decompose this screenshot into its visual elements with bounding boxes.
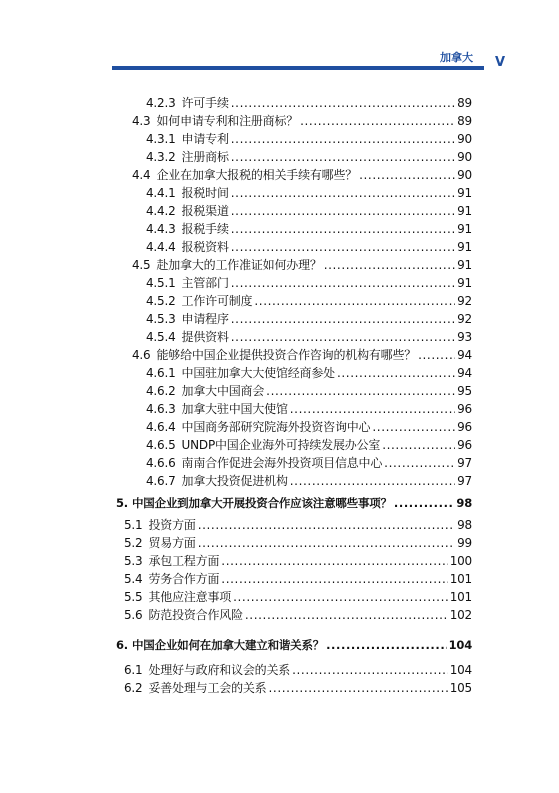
toc-dot-leader	[231, 274, 455, 292]
toc-entry-page: 93	[457, 330, 472, 344]
toc-entry-title: 赴加拿大的工作准证如何办理？	[156, 258, 322, 272]
toc-dot-leader	[394, 494, 455, 512]
toc-entry[interactable]	[124, 516, 472, 534]
toc-entry-title: 能够给中国企业提供投资合作咨询的机构有哪些？	[156, 348, 417, 362]
toc-entry-number: 6.1	[124, 663, 143, 677]
toc-entry-title: 处理好与政府和议会的关系	[148, 663, 291, 677]
toc-entry-title: 企业在加拿大报税的相关手续有哪些？	[156, 168, 358, 182]
toc-dot-leader	[233, 588, 448, 606]
toc-entry-number: 4.6.3	[146, 402, 176, 416]
toc-entry[interactable]	[146, 436, 472, 454]
toc-entry-number: 5.5	[124, 590, 143, 604]
toc-entry-number: 4.4	[132, 168, 151, 182]
toc-entry-page: 90	[457, 168, 472, 182]
toc-entry[interactable]	[146, 328, 472, 346]
toc-entry-page: 97	[457, 456, 472, 470]
toc-dot-leader	[231, 238, 455, 256]
toc-entry-number: 4.6.2	[146, 384, 176, 398]
toc-dot-leader	[254, 292, 455, 310]
toc-entry-title: 承包工程方面	[148, 554, 220, 568]
toc-entry[interactable]	[146, 364, 472, 382]
toc-entry-number: 5.1	[124, 518, 143, 532]
toc-entry-number: 4.5.1	[146, 276, 176, 290]
toc-entry-page: 91	[457, 240, 472, 254]
toc-entry-page: 97	[457, 474, 472, 488]
toc-entry-title: UNDP中国企业海外可持续发展办公室	[181, 438, 381, 452]
toc-entry-page: 101	[449, 572, 472, 586]
toc-dot-leader	[231, 184, 455, 202]
toc-entry[interactable]	[146, 400, 472, 418]
toc-entry-number: 5.	[116, 496, 128, 510]
toc-entry-page: 105	[449, 681, 472, 695]
toc-entry-page: 96	[457, 402, 472, 416]
toc-dot-leader	[221, 552, 447, 570]
toc-dot-leader	[300, 112, 455, 130]
toc-entry-title: 注册商标	[181, 150, 229, 164]
toc-dot-leader	[266, 382, 455, 400]
toc-entry[interactable]	[124, 661, 472, 679]
toc-entry-number: 4.5.4	[146, 330, 176, 344]
toc-entry-page: 98	[457, 518, 472, 532]
toc-entry-title: 报税手续	[181, 222, 229, 236]
toc-entry-title: 提供资料	[181, 330, 229, 344]
toc-entry-number: 4.4.4	[146, 240, 176, 254]
toc-entry-title: 防范投资合作风险	[148, 608, 243, 622]
toc-dot-leader	[231, 220, 455, 238]
toc-entry-title: 报税资料	[181, 240, 229, 254]
toc-entry-number: 4.4.2	[146, 204, 176, 218]
toc-entry[interactable]	[146, 274, 472, 292]
toc-entry-number: 4.4.3	[146, 222, 176, 236]
toc-entry-title: 加拿大中国商会	[181, 384, 265, 398]
toc-entry-number: 4.6.1	[146, 366, 176, 380]
toc-entry-title: 其他应注意事项	[148, 590, 232, 604]
toc-entry-title: 妥善处理与工会的关系	[148, 681, 267, 695]
toc-dot-leader	[324, 256, 455, 274]
toc-entry-page: 101	[449, 590, 472, 604]
toc-entry-page: 104	[449, 663, 472, 677]
toc-entry[interactable]	[146, 94, 472, 112]
toc-entry-title: 主管部门	[181, 276, 229, 290]
toc-dot-leader	[384, 454, 455, 472]
toc-entry-title: 中国驻加拿大大使馆经商参处	[181, 366, 335, 380]
toc-dot-leader	[221, 570, 447, 588]
toc-entry-title: 申请程序	[181, 312, 229, 326]
toc-entry[interactable]	[146, 202, 472, 220]
toc-entry[interactable]	[132, 112, 472, 130]
toc-entry-number: 4.5.2	[146, 294, 176, 308]
toc-entry-page: 98	[456, 496, 472, 510]
toc-entry-page: 90	[457, 132, 472, 146]
toc-dot-leader	[418, 346, 455, 364]
toc-entry[interactable]	[146, 310, 472, 328]
toc-entry-page: 91	[457, 204, 472, 218]
toc-entry-page: 100	[449, 554, 472, 568]
toc-entry-page: 91	[457, 186, 472, 200]
toc-entry-number: 4.5	[132, 258, 151, 272]
toc-entry[interactable]	[146, 184, 472, 202]
toc-entry[interactable]	[146, 148, 472, 166]
toc-dot-leader	[231, 310, 455, 328]
toc-entry[interactable]	[146, 454, 472, 472]
toc-entry-number: 5.2	[124, 536, 143, 550]
toc-entry-page: 92	[457, 312, 472, 326]
toc-entry-page: 89	[457, 96, 472, 110]
toc-dot-leader	[382, 436, 455, 454]
toc-entry-page: 102	[449, 608, 472, 622]
toc-dot-leader	[231, 202, 455, 220]
toc-entry-number: 4.2.3	[146, 96, 176, 110]
toc-dot-leader	[292, 661, 448, 679]
toc-entry-number: 4.4.1	[146, 186, 176, 200]
toc-entry[interactable]	[146, 418, 472, 436]
toc-entry-page: 99	[457, 536, 472, 550]
toc-entry-title: 贸易方面	[148, 536, 196, 550]
toc-entry-number: 4.6.7	[146, 474, 176, 488]
toc-dot-leader	[269, 679, 448, 697]
toc-dot-leader	[231, 148, 455, 166]
toc-entry-title: 投资方面	[148, 518, 196, 532]
toc-entry[interactable]	[124, 679, 472, 697]
toc-entry-page: 94	[457, 366, 472, 380]
toc-entry-number: 4.3.2	[146, 150, 176, 164]
toc-entry-number: 4.3.1	[146, 132, 176, 146]
toc-entry-title: 南南合作促进会海外投资项目信息中心	[181, 456, 383, 470]
toc-entry-page: 96	[457, 438, 472, 452]
toc-entry-page: 94	[457, 348, 472, 362]
toc-entry[interactable]	[146, 220, 472, 238]
toc-entry-number: 5.4	[124, 572, 143, 586]
toc-dot-leader	[359, 166, 455, 184]
toc-dot-leader	[231, 94, 455, 112]
toc-dot-leader	[372, 418, 455, 436]
toc-entry-title: 中国商务部研究院海外投资咨询中心	[181, 420, 371, 434]
toc-dot-leader	[231, 328, 455, 346]
toc-entry[interactable]	[116, 494, 472, 512]
toc-entry[interactable]	[146, 472, 472, 490]
toc-entry-title: 中国企业到加拿大开展投资合作应该注意哪些事项？	[131, 496, 392, 510]
toc-dot-leader	[290, 400, 455, 418]
page-number: V	[495, 55, 506, 70]
toc-dot-leader	[198, 534, 455, 552]
toc-entry-number: 4.6.4	[146, 420, 176, 434]
toc-entry-title: 加拿大投资促进机构	[181, 474, 288, 488]
toc-entry-page: 91	[457, 276, 472, 290]
toc-entry-page: 91	[457, 258, 472, 272]
toc-entry[interactable]	[132, 346, 472, 364]
toc-entry-title: 报税渠道	[181, 204, 229, 218]
toc-entry[interactable]	[124, 534, 472, 552]
toc-dot-leader	[198, 516, 455, 534]
toc-entry[interactable]	[124, 606, 472, 624]
toc-entry-number: 5.6	[124, 608, 143, 622]
toc-entry-number: 4.6.6	[146, 456, 176, 470]
toc-entry-page: 96	[457, 420, 472, 434]
toc-entry-title: 报税时间	[181, 186, 229, 200]
toc-entry-page: 90	[457, 150, 472, 164]
toc-entry[interactable]	[124, 570, 472, 588]
toc-entry[interactable]	[124, 588, 472, 606]
toc-entry-page: 89	[457, 114, 472, 128]
toc-entry[interactable]	[124, 552, 472, 570]
toc-entry-title: 申请专利	[181, 132, 229, 146]
toc-entry[interactable]	[146, 238, 472, 256]
toc-entry-page: 95	[457, 384, 472, 398]
toc-entry-number: 4.5.3	[146, 312, 176, 326]
running-header-title: 加拿大	[440, 51, 473, 64]
toc-entry[interactable]	[116, 636, 472, 654]
toc-entry-number: 6.2	[124, 681, 143, 695]
toc-entry-number: 6.	[116, 638, 128, 652]
toc-entry-number: 4.6.5	[146, 438, 176, 452]
toc-dot-leader	[290, 472, 455, 490]
toc-entry-title: 中国企业如何在加拿大建立和谐关系？	[131, 638, 325, 652]
toc-entry[interactable]	[132, 166, 472, 184]
toc-entry-page: 92	[457, 294, 472, 308]
toc-entry-page: 91	[457, 222, 472, 236]
toc-entry[interactable]	[146, 382, 472, 400]
toc-entry-number: 5.3	[124, 554, 143, 568]
toc-entry-title: 如何申请专利和注册商标？	[156, 114, 299, 128]
toc-entry-page: 104	[448, 638, 472, 652]
toc-dot-leader	[326, 636, 447, 654]
toc-entry[interactable]	[146, 292, 472, 310]
toc-dot-leader	[337, 364, 455, 382]
toc-entry[interactable]	[132, 256, 472, 274]
toc-entry-number: 4.6	[132, 348, 151, 362]
toc-entry[interactable]	[146, 130, 472, 148]
toc-entry-number: 4.3	[132, 114, 151, 128]
toc-entry-title: 工作许可制度	[181, 294, 253, 308]
toc-dot-leader	[231, 130, 455, 148]
toc-dot-leader	[245, 606, 448, 624]
toc-entry-title: 许可手续	[181, 96, 229, 110]
toc-entry-title: 劳务合作方面	[148, 572, 220, 586]
toc-entry-title: 加拿大驻中国大使馆	[181, 402, 288, 416]
